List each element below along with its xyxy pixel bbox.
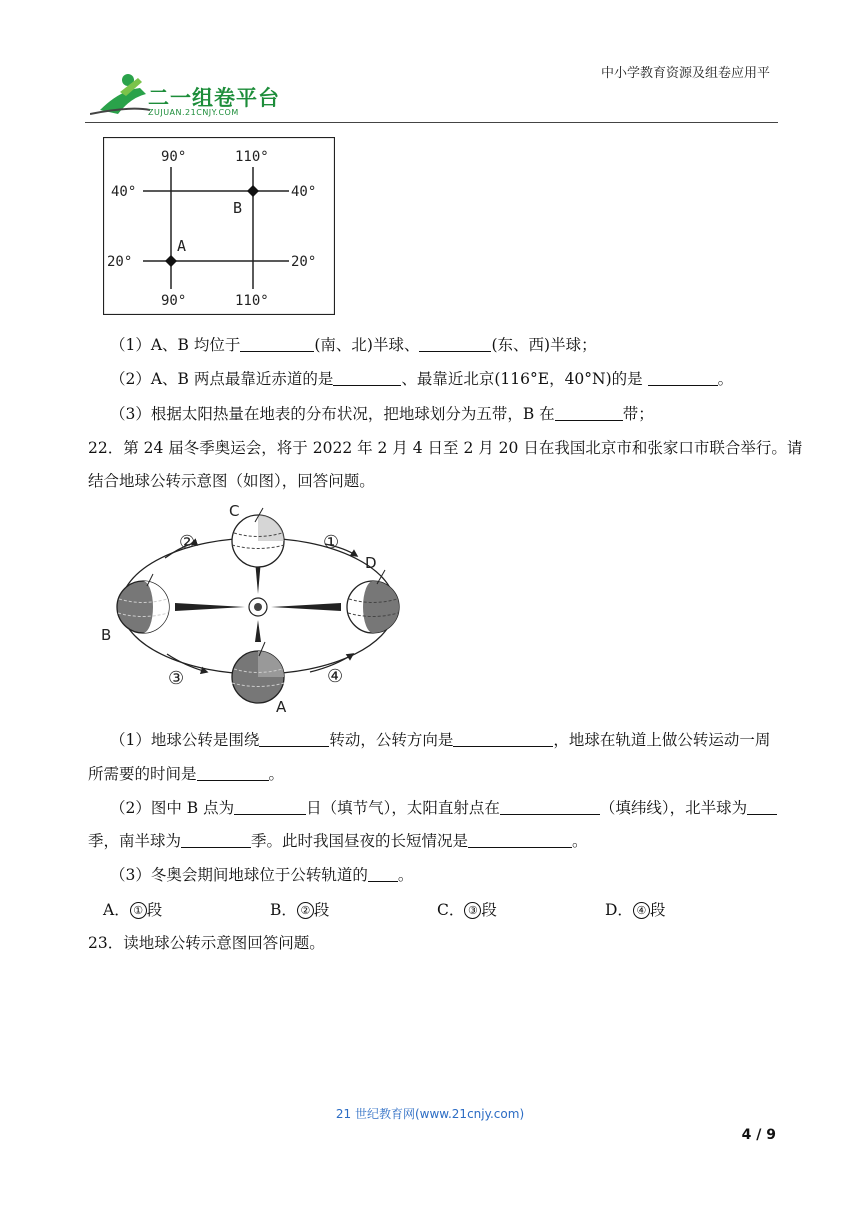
footer-source-link[interactable]: 21 世纪教育网(www.21cnjy.com) <box>335 1107 525 1121</box>
earth-a-icon <box>232 642 284 703</box>
q22-blank-9[interactable] <box>368 865 398 882</box>
q22-stem-line2: 结合地球公转示意图（如图），回答问题。 <box>88 472 375 490</box>
q22-blank-2[interactable] <box>453 730 553 747</box>
lat-label-upper-left: 40° <box>111 184 137 200</box>
point-a-label: A <box>177 237 187 255</box>
q22-stem-line1: 22．第 24 届冬季奥运会，将于 2022 年 2 月 4 日至 2 月 20 日在我国北京市和张家口市联合举行。请 <box>88 439 803 457</box>
q23-stem: 23．读地球公转示意图回答问题。 <box>88 934 325 952</box>
lon-label-bottom-left: 90° <box>161 293 187 309</box>
q22-blank-1[interactable] <box>259 730 329 747</box>
option-d[interactable]: D． ④ 段 <box>605 901 666 919</box>
earth-label-d: D <box>365 554 377 572</box>
q21-blank-3[interactable] <box>333 369 401 386</box>
earth-revolution-figure <box>95 500 415 720</box>
logo-subtext: ZUJUAN.21CNJY.COM <box>148 108 239 117</box>
header-divider <box>85 122 778 123</box>
lat-label-lower-right: 20° <box>291 254 317 270</box>
earth-label-a: A <box>276 698 287 716</box>
option-b[interactable]: B． ② 段 <box>270 901 330 919</box>
segment-3-label: ③ <box>168 668 185 689</box>
latlon-grid-figure <box>103 137 335 315</box>
earth-label-c: C <box>229 502 240 520</box>
lat-label-upper-right: 40° <box>291 184 317 200</box>
point-b-label: B <box>233 199 243 217</box>
q21-blank-2[interactable] <box>419 335 491 352</box>
q22-part2-line2: 季，南半球为 季。此时我国昼夜的长短情况是 。 <box>88 832 588 850</box>
q22-blank-4[interactable] <box>234 798 306 815</box>
q22-part2-line1: （2）图中 B 点为 日（填节气），太阳直射点在 （填纬线），北半球为 <box>0 797 860 819</box>
q22-part3: （3）冬奥会期间地球位于公转轨道的 。 <box>110 866 414 884</box>
q21-blank-1[interactable] <box>240 335 314 352</box>
q22-blank-8[interactable] <box>468 831 572 848</box>
lon-label-bottom-right: 110° <box>235 293 269 309</box>
earth-b-icon <box>117 574 169 633</box>
lat-label-lower-left: 20° <box>107 254 133 270</box>
q21-blank-5[interactable] <box>555 404 623 421</box>
logo-text: 二一组卷平台 <box>148 86 280 110</box>
q22-blank-6[interactable] <box>747 798 777 815</box>
q21-part2: （2）A、B 两点最靠近赤道的是 、最靠近北京(116°E，40°N)的是 。 <box>110 370 734 388</box>
segment-4-label: ④ <box>327 666 344 687</box>
q21-blank-4[interactable] <box>648 369 718 386</box>
q22-part1-line2: 所需要的时间是 。 <box>88 765 285 783</box>
segment-1-label: ① <box>323 532 340 553</box>
lon-label-top-right: 110° <box>235 149 269 165</box>
q22-part1-line1: （1）地球公转是围绕 转动，公转方向是 ，地球在轨道上做公转运动一周 <box>110 731 771 749</box>
earth-d-icon <box>347 570 399 633</box>
option-a[interactable]: A． ① 段 <box>103 901 163 919</box>
earth-label-b: B <box>101 626 112 644</box>
q22-blank-3[interactable] <box>197 764 269 781</box>
lon-label-top-left: 90° <box>161 149 187 165</box>
q21-part1: （1）A、B 均位于 (南、北)半球、 (东、西)半球； <box>110 336 597 354</box>
header-site-name: 中小学教育资源及组卷应用平 <box>600 66 770 81</box>
q22-blank-7[interactable] <box>181 831 251 848</box>
earth-c-icon <box>232 508 284 567</box>
option-c[interactable]: C． ③ 段 <box>437 901 497 919</box>
q22-blank-5[interactable] <box>500 798 600 815</box>
segment-2-label: ② <box>179 532 196 553</box>
q21-part3: （3）根据太阳热量在地表的分布状况，把地球划分为五带，B 在 带； <box>110 405 654 423</box>
page-number: 4 / 9 <box>741 1127 776 1143</box>
